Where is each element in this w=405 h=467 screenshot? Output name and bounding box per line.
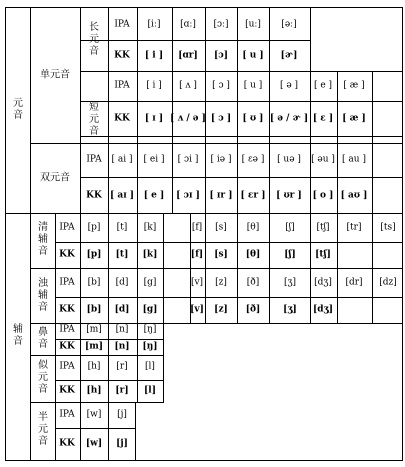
semivowel-ipa-label: IPA [59,409,75,420]
voiceless-kk-cell: [p] [86,249,102,260]
table-rule [237,143,238,214]
diphthongs-label: 双元音 [40,172,70,184]
table-rule [269,143,270,214]
short-ipa-cell: [ ʌ ] [179,80,197,91]
long-kk-cell: [ɑr] [178,50,198,61]
short-ipa-cell: [ e ] [313,80,333,91]
table-rule [55,339,164,340]
table-rule [5,460,403,461]
voiceless-ipa-cell: [ts] [380,222,396,233]
diphthong-kk-cell: [ ɛr ] [240,190,266,201]
voiceless-ipa-cell: [p] [87,222,101,233]
table-rule [237,71,238,144]
short-ipa-cell: [ i ] [146,80,162,91]
table-rule [237,7,238,72]
diphthong-kk-cell: [ e ] [143,190,165,201]
diphthong-kk-cell: [ ɔɪ ] [176,190,200,201]
semivowel-ipa-cell: [j] [117,409,127,420]
nasal-ipa-cell: [m] [86,324,102,335]
voiceless-kk-label: KK [59,249,75,260]
semi_vowel_like-ipa-cell: [l] [145,361,155,372]
semi_vowel_like-kk-cell: [r] [115,385,129,396]
semivowel-label: 半元音 [38,412,48,447]
table-rule [80,136,403,137]
nasal-ipa-cell: [ŋ] [143,324,157,335]
voiced-kk-cell: [v] [190,304,204,315]
table-rule [80,7,81,144]
voiceless-ipa-cell: [f] [191,222,203,233]
short-kk-cell: [ æ ] [342,113,366,124]
long-kk-cell: [ɚ] [280,50,298,61]
table-rule [108,7,109,144]
diphthong-ipa-cell: [ əu ] [311,154,335,165]
diphthong-kk-cell: [ aɪ ] [109,190,135,201]
table-rule [310,7,311,72]
nasal-kk-cell: [m] [84,341,104,352]
long-kk-cell: [ɔ] [214,50,228,61]
voiced-kk-cell: [dʒ] [313,304,333,315]
table-rule [137,71,138,144]
voiced-ipa-cell: [dʒ] [314,277,332,288]
table-rule [108,143,109,214]
nasal-kk-label: KK [59,341,75,352]
diphthong-ipa-cell: [ iə ] [210,154,232,165]
semi_vowel_like-ipa-label: IPA [59,361,75,372]
short-ipa-cell: [ u ] [243,80,263,91]
semi_vowel_like-ipa-cell: [h] [87,361,101,372]
table-rule [30,143,403,144]
voiced-ipa-cell: [dr] [345,277,363,288]
short-kk-cell: [ ɪ ] [144,113,164,124]
table-rule [269,213,270,324]
diphthong-kk-cell: [ o ] [312,190,334,201]
voiceless-kk-cell: [t] [115,249,129,260]
nasal-kk-cell: [n] [114,341,130,352]
diphthong-ipa-cell: [ ei ] [143,154,165,165]
consonants-label: 辅音 [13,324,23,347]
long-ipa-cell: [əː] [281,19,297,30]
table-rule [172,143,173,214]
semi_vowel_like-kk-cell: [l] [144,385,156,396]
voiced-ipa-cell: [z] [215,277,227,288]
table-rule [137,143,138,214]
table-rule [80,71,403,72]
diphthong-ipa-cell: [ uə ] [277,154,301,165]
long-kk-label: KK [114,50,130,61]
voiceless-kk-cell: [f] [190,249,204,260]
long-vowels-label: 长元音 [89,22,99,57]
table-rule [205,143,206,214]
table-rule [80,143,81,214]
table-rule [205,213,206,324]
table-rule [205,71,206,144]
short-ipa-cell: [ æ ] [343,80,365,91]
table-rule [135,402,136,461]
semivowel-kk-label: KK [59,438,75,449]
table-rule [205,7,206,72]
table-rule [172,71,173,144]
voiceless-kk-cell: [ʃ] [284,249,296,260]
table-rule [30,7,31,461]
vowels-label: 元音 [13,98,23,121]
long-kk-cell: [ i ] [144,50,164,61]
table-rule [310,71,311,144]
long-ipa-cell: [uː] [245,19,261,30]
table-rule [372,71,373,144]
voiced-ipa-cell: [dz] [379,277,397,288]
table-rule [310,213,311,324]
table-rule [337,143,338,214]
table-rule [80,40,311,41]
voiceless-ipa-cell: [tr] [346,222,362,233]
table-rule [80,177,403,178]
long-ipa-label: IPA [114,19,130,30]
table-rule [137,242,403,243]
semivowel-kk-cell: [j] [116,438,128,449]
short-ipa-cell: [ ɔ ] [212,80,230,91]
voiceless-ipa-cell: [t] [116,222,128,233]
nasal-ipa-cell: [n] [115,324,129,335]
semivowel-ipa-cell: [w] [86,409,102,420]
table-rule [337,71,338,144]
diphthong-ipa-cell: [ ai ] [111,154,133,165]
voiced-kk-cell: [g] [142,304,158,315]
voiced-kk-cell: [z] [214,304,228,315]
table-rule [237,213,238,324]
long-ipa-cell: [ɑː] [180,19,196,30]
table-rule [55,213,56,461]
voiced-ipa-cell: [b] [87,277,101,288]
diphthong-kk-cell: [ ɪr ] [209,190,233,201]
long-ipa-cell: [iː] [147,19,161,30]
nasal-label: 鼻音 [38,327,48,350]
table-rule [5,7,6,461]
diphthong-kk-cell: [ aʊ ] [340,190,368,201]
table-rule [80,213,81,461]
table-rule [269,7,270,72]
voiceless-kk-cell: [θ] [245,249,261,260]
table-rule [80,101,403,102]
table-rule [269,71,270,144]
table-rule [55,428,136,429]
monophthongs-label: 单元音 [40,69,70,81]
voiceless-kk-cell: [s] [214,249,228,260]
long-kk-cell: [ u ] [242,50,264,61]
diphthong-ipa-label: IPA [86,154,102,165]
diphthong-kk-label: KK [86,190,102,201]
voiced-ipa-label: IPA [59,277,75,288]
semi_vowel_like-kk-label: KK [59,385,75,396]
table-rule [108,402,109,461]
short-kk-cell: [ ʌ / ə ] [170,113,206,124]
table-rule [30,268,403,269]
short-kk-cell: [ ə / ɚ ] [269,113,309,124]
semi_vowel_like-kk-cell: [h] [86,385,102,396]
nasal-ipa-label: IPA [59,324,75,335]
short-kk-cell: [ ʊ ] [242,113,264,124]
short-ipa-cell: [ ə ] [279,80,299,91]
voiced-ipa-cell: [ð] [246,277,260,288]
table-rule [172,7,173,72]
diphthong-ipa-cell: [ au ] [342,154,366,165]
voiceless-ipa-cell: [s] [215,222,227,233]
voiced-label: 浊辅音 [38,278,48,313]
voiced-kk-label: KK [59,304,75,315]
voiceless-ipa-cell: [k] [143,222,157,233]
short-kk-cell: [ ɛ ] [312,113,334,124]
semi_vowel_like-ipa-cell: [r] [116,361,128,372]
table-rule [402,7,403,461]
voiceless-label: 清辅音 [38,222,48,257]
short-ipa-label: IPA [114,80,130,91]
table-rule [108,213,109,403]
voiceless-ipa-cell: [ʃ] [285,222,295,233]
semi_vowel_like-label: 似元音 [38,360,48,395]
voiceless-kk-cell: [tʃ] [315,249,331,260]
voiceless-kk-cell: [k] [142,249,158,260]
semivowel-kk-cell: [w] [85,438,103,449]
short-vowels-label: 短元音 [89,102,99,137]
short-kk-label: KK [114,113,130,124]
table-rule [137,7,138,72]
voiced-kk-cell: [ð] [245,304,261,315]
diphthong-ipa-cell: [ ɔi ] [177,154,199,165]
table-rule [5,213,403,214]
voiceless-ipa-cell: [θ] [246,222,260,233]
table-rule [372,213,373,324]
voiced-ipa-cell: [d] [115,277,129,288]
table-rule [5,7,403,8]
table-rule [372,143,373,214]
voiced-ipa-cell: [ʒ] [283,277,297,288]
voiced-kk-cell: [b] [86,304,102,315]
voiced-ipa-cell: [v] [190,277,204,288]
diphthong-ipa-cell: [ εə ] [241,154,265,165]
table-rule [30,402,164,403]
voiced-kk-cell: [ʒ] [283,304,297,315]
table-rule [30,355,164,356]
short-kk-cell: [ ɔ ] [210,113,232,124]
voiceless-ipa-cell: [tʃ] [316,222,330,233]
voiced-ipa-cell: [g] [143,277,157,288]
nasal-kk-cell: [ŋ] [142,341,158,352]
voiceless-ipa-label: IPA [59,222,75,233]
diphthong-kk-cell: [ ʊr ] [276,190,302,201]
long-ipa-cell: [ɔː] [213,19,229,30]
table-rule [55,380,164,381]
table-rule [337,213,338,324]
voiced-kk-cell: [d] [114,304,130,315]
